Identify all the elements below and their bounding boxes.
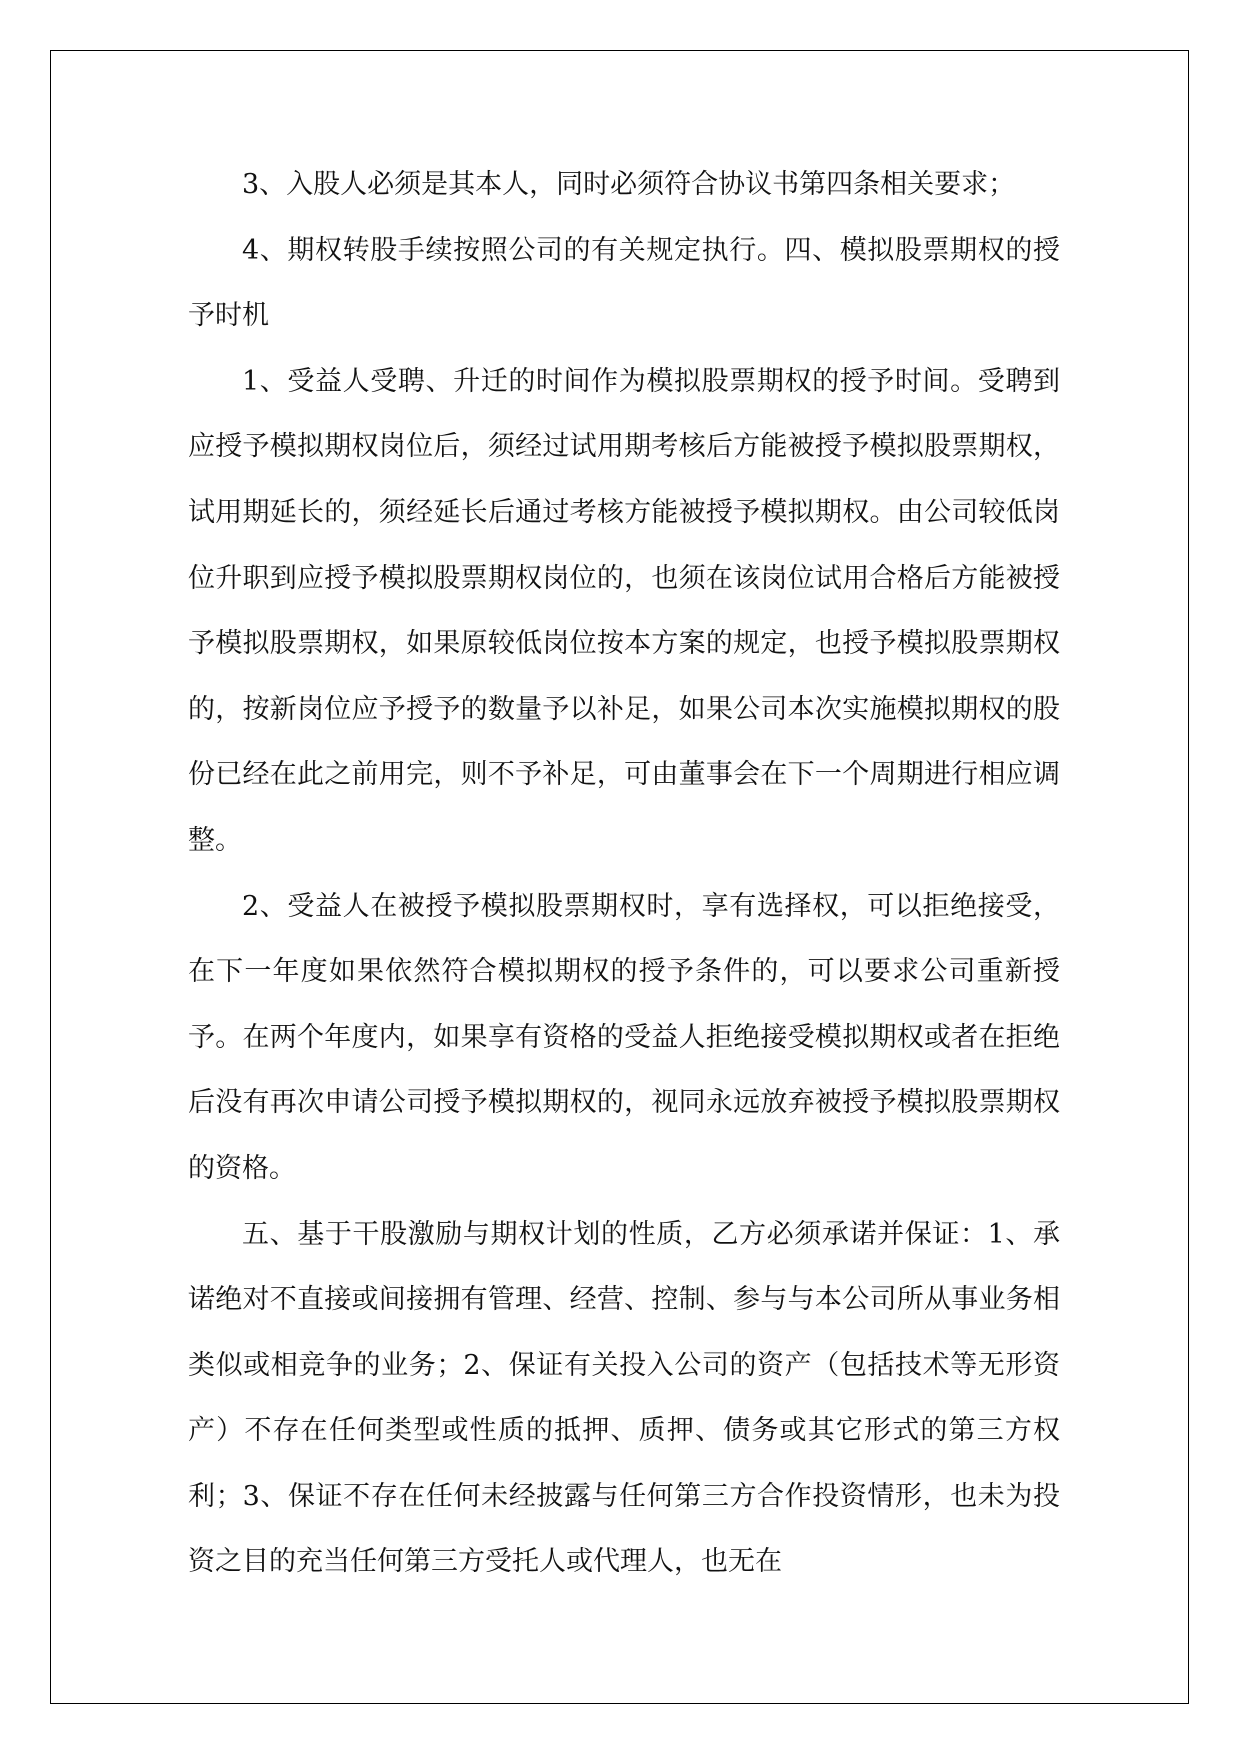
paragraph-clause-3: 3、入股人必须是其本人，同时必须符合协议书第四条相关要求； — [242, 169, 1016, 200]
paragraph-section-5: 五、基于干股激励与期权计划的性质，乙方必须承诺并保证：1、承诺绝对不直接或间接拥有管理、经营、控制、参与与本公司所从事业务相类似或相竞争的业务；2、保证有关投入公司的资产（包括技术等无形资产）不存在任何类型或性质的抵押、质押、债务或其它形式的第三方权利；3、保证不存在任何未经披露与任何第三方合作投资情形，也未为投资之目的充当任何第三方受托人或代理人，也无在 — [188, 1218, 1060, 1578]
paragraph-grant-timing-1: 1、受益人受聘、升迁的时间作为模拟股票期权的授予时间。受聘到应授予模拟期权岗位后，须经过试用期考核后方能被授予模拟股票期权，试用期延长的，须经延长后通过考核方能被授予模拟期权。由公司较低岗位升职到应授予模拟股票期权岗位的，也须在该岗位试用合格后方能被授予模拟股票期权，如果原较低岗位按本方案的规定，也授予模拟股票期权的，按新岗位应予授予的数量予以补足，如果公司本次实施模拟期权的股份已经在此之前用完，则不予补足，可由董事会在下一个周期进行相应调整。 — [188, 365, 1060, 856]
paragraph-clause-4: 4、期权转股手续按照公司的有关规定执行。四、模拟股票期权的授予时机 — [188, 234, 1060, 332]
paragraph-grant-timing-2: 2、受益人在被授予模拟股票期权时，享有选择权，可以拒绝接受，在下一年度如果依然符合模拟期权的授予条件的，可以要求公司重新授予。在两个年度内，如果享有资格的受益人拒绝接受模拟期权或者在拒绝后没有再次申请公司授予模拟期权的，视同永远放弃被授予模拟股票期权的资格。 — [188, 890, 1060, 1184]
document-body — [188, 152, 1060, 1595]
